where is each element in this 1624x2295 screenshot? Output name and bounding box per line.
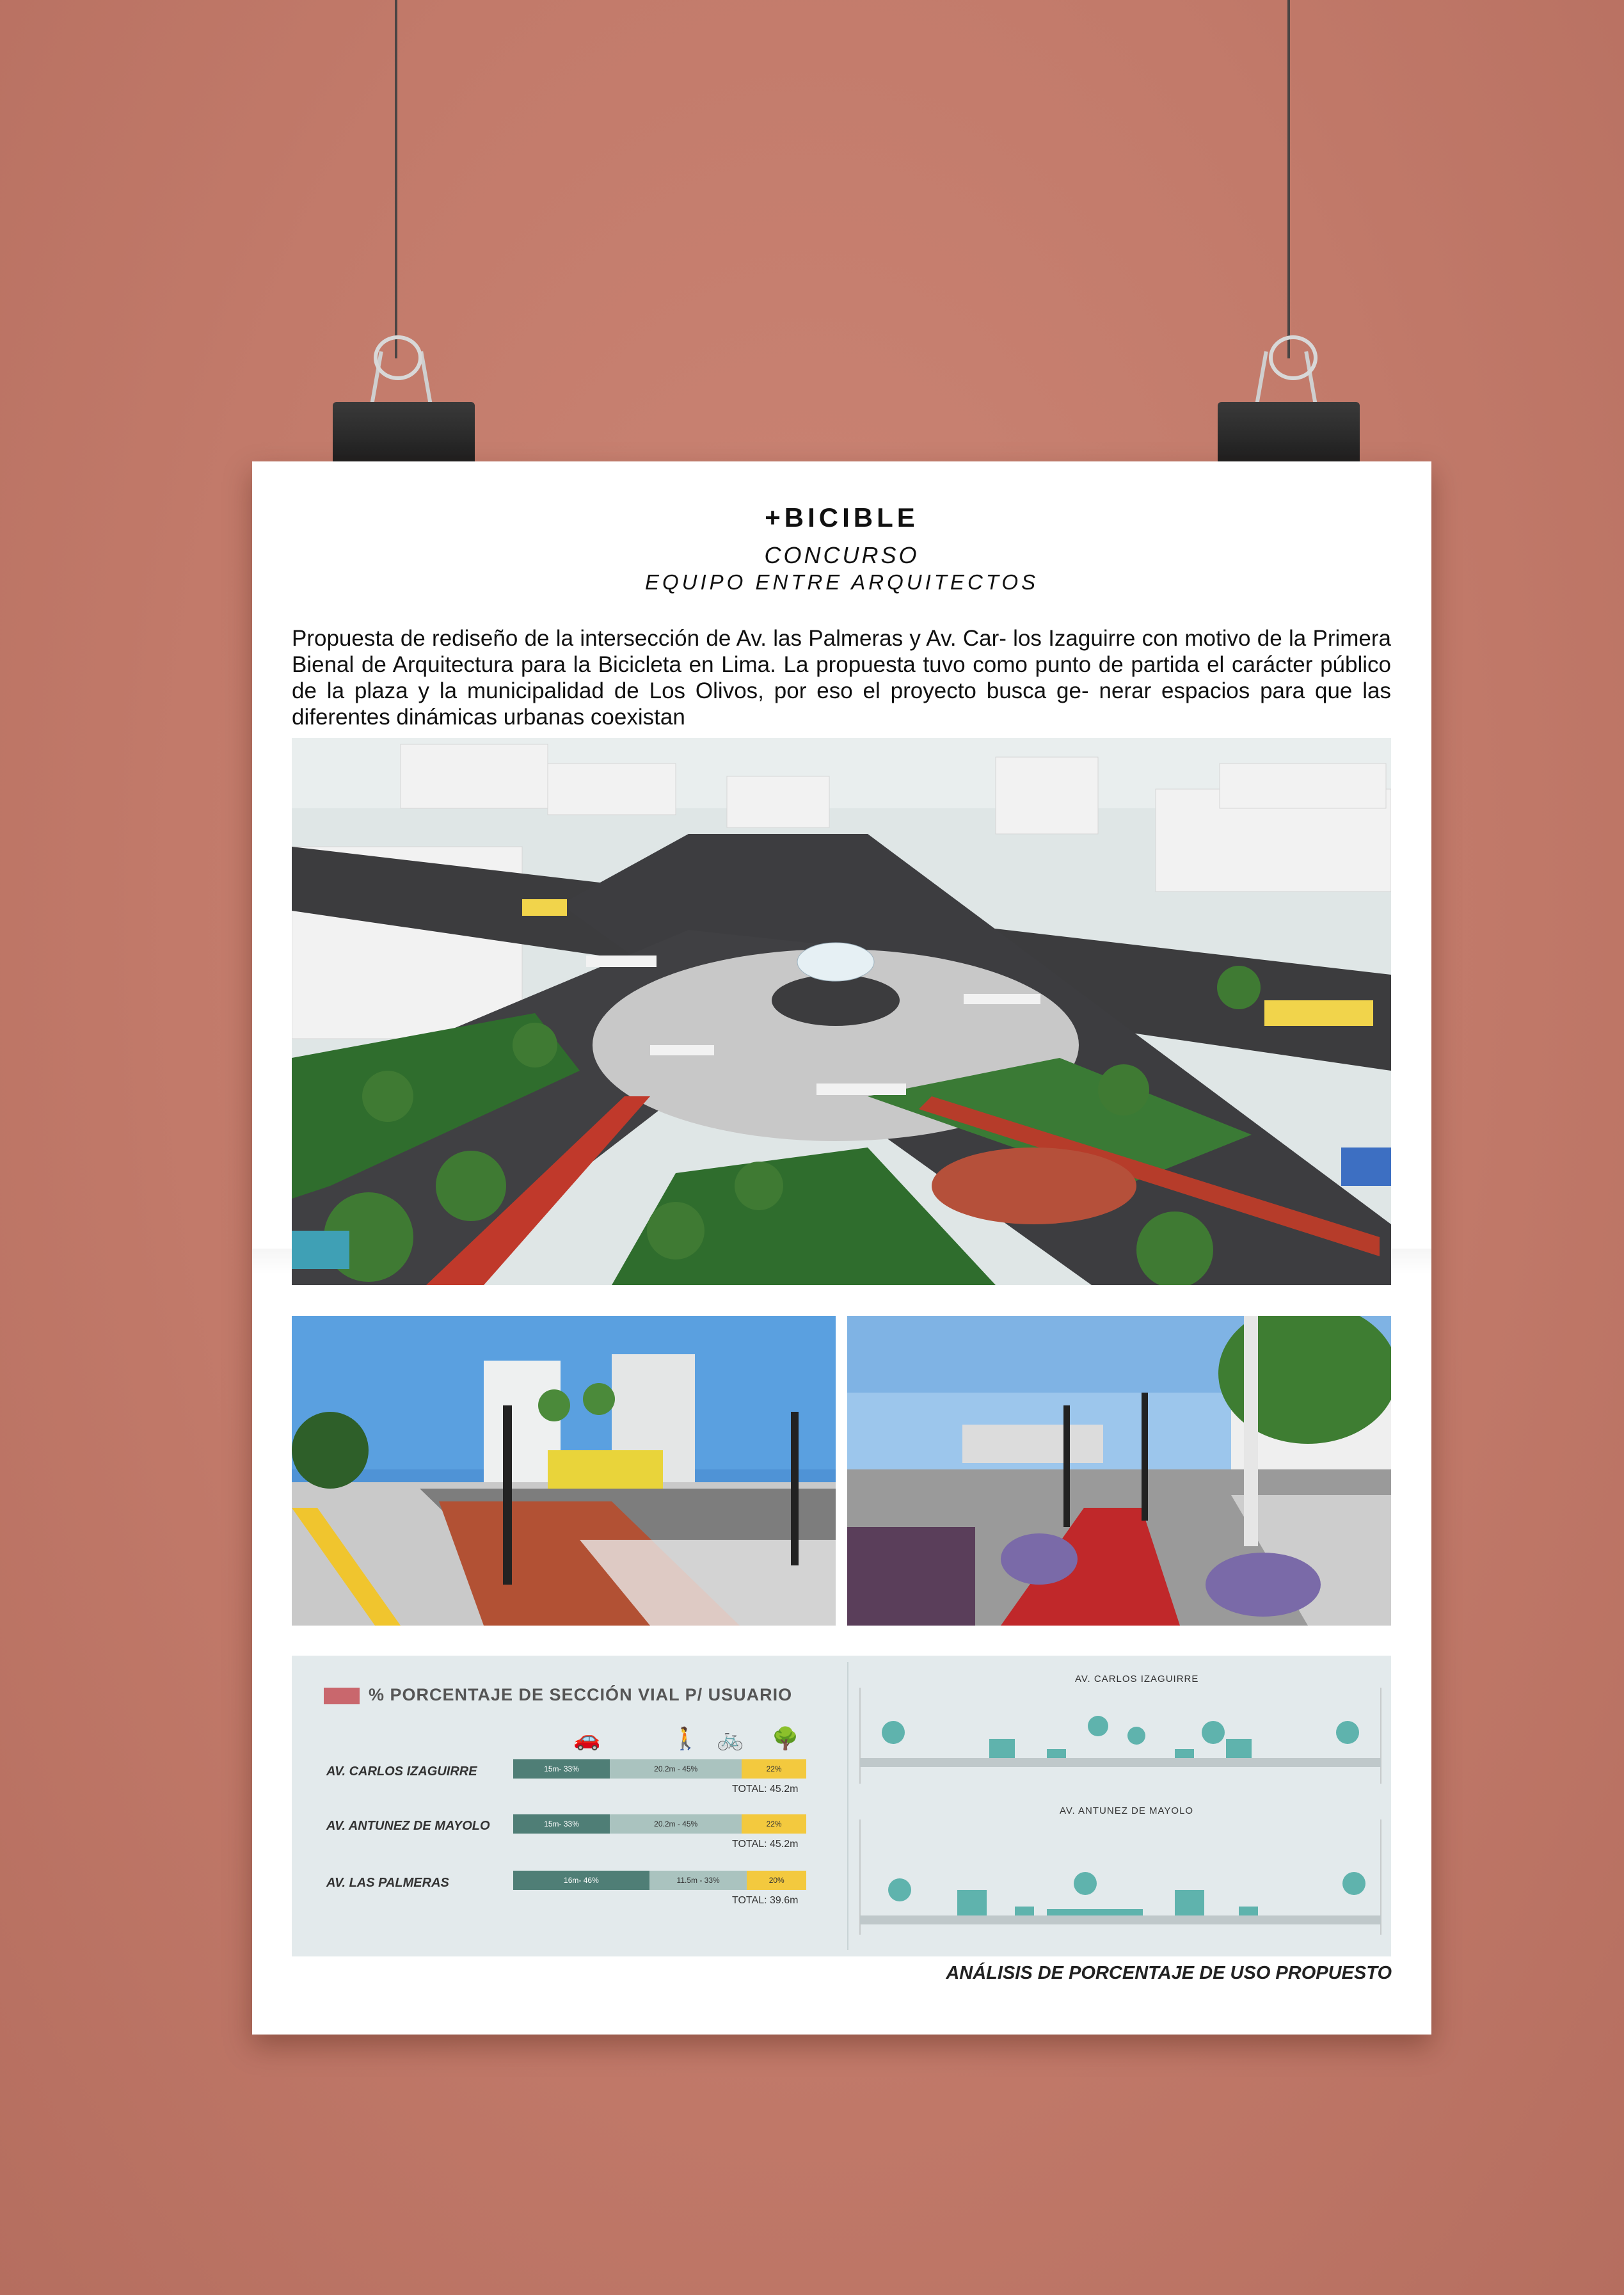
car-share: 16m- 46% bbox=[513, 1871, 649, 1890]
poster bbox=[252, 461, 1431, 2035]
section-title-antunez-de-mayolo: AV. ANTUNEZ DE MAYOLO bbox=[1060, 1805, 1194, 1816]
poster-team: EQUIPO ENTRE ARQUITECTOS bbox=[644, 570, 1039, 594]
bicycle-icon: 🚲 bbox=[717, 1727, 744, 1751]
tree-icon: 🌳 bbox=[772, 1727, 799, 1751]
bike-share: 20.2m - 45% bbox=[610, 1814, 742, 1834]
pedestrian-icon: 🚶 bbox=[672, 1727, 699, 1751]
legend-swatch bbox=[324, 1688, 360, 1704]
analysis-panel bbox=[292, 1656, 1391, 1956]
bike-share: 11.5m - 33% bbox=[649, 1871, 747, 1890]
car-share: 15m- 33% bbox=[513, 1814, 610, 1834]
street-label-carlos-izaguirre: AV. CARLOS IZAGUIRRE bbox=[326, 1764, 477, 1779]
section-title-carlos-izaguirre: AV. CARLOS IZAGUIRRE bbox=[1075, 1674, 1199, 1684]
street-view-left bbox=[292, 1316, 836, 1626]
aerial-render bbox=[292, 738, 1391, 1285]
hanging-wire-right bbox=[1287, 0, 1290, 358]
total-length: TOTAL: 39.6m bbox=[732, 1895, 799, 1906]
poster-description: Propuesta de rediseño de la intersección de Av. las Palmeras y Av. Car- los Izaguirre con motivo de la Primera Bienal de Arquitectura para la Bicicleta en Lima. La propuesta tuvo como punto de partida el carácter público de la plaza y la municipalidad de Los Olivos, por eso el proyecto busca ge- nerar espacios para que las diferentes dinámicas urbanas coexistan bbox=[292, 626, 1391, 730]
poster-subtitle: CONCURSO bbox=[764, 542, 919, 568]
legend-label: % PORCENTAJE DE SECCIÓN VIAL P/ USUARIO bbox=[369, 1685, 793, 1704]
green-share: 22% bbox=[742, 1759, 806, 1779]
road-section-antunez-de-mayolo bbox=[855, 1819, 1386, 1935]
street-label-las-palmeras: AV. LAS PALMERAS bbox=[326, 1876, 449, 1890]
hanging-wire-left bbox=[395, 0, 397, 358]
car-share: 15m- 33% bbox=[513, 1759, 610, 1779]
share-bar bbox=[513, 1814, 806, 1834]
total-length: TOTAL: 45.2m bbox=[732, 1784, 799, 1795]
bike-share: 20.2m - 45% bbox=[610, 1759, 742, 1779]
car-icon: 🚗 bbox=[573, 1727, 601, 1751]
green-share: 22% bbox=[742, 1814, 806, 1834]
green-share: 20% bbox=[747, 1871, 806, 1890]
street-view-right bbox=[847, 1316, 1391, 1626]
panel-divider bbox=[847, 1662, 848, 1950]
total-length: TOTAL: 45.2m bbox=[732, 1839, 799, 1850]
analysis-caption: ANÁLISIS DE PORCENTAJE DE USO PROPUESTO bbox=[946, 1963, 1392, 1983]
road-section-carlos-izaguirre bbox=[855, 1688, 1386, 1784]
share-bar bbox=[513, 1759, 806, 1779]
share-bar bbox=[513, 1871, 806, 1890]
poster-title: +BICIBLE bbox=[765, 502, 919, 532]
street-label-antunez-de-mayolo: AV. ANTUNEZ DE MAYOLO bbox=[326, 1819, 490, 1833]
